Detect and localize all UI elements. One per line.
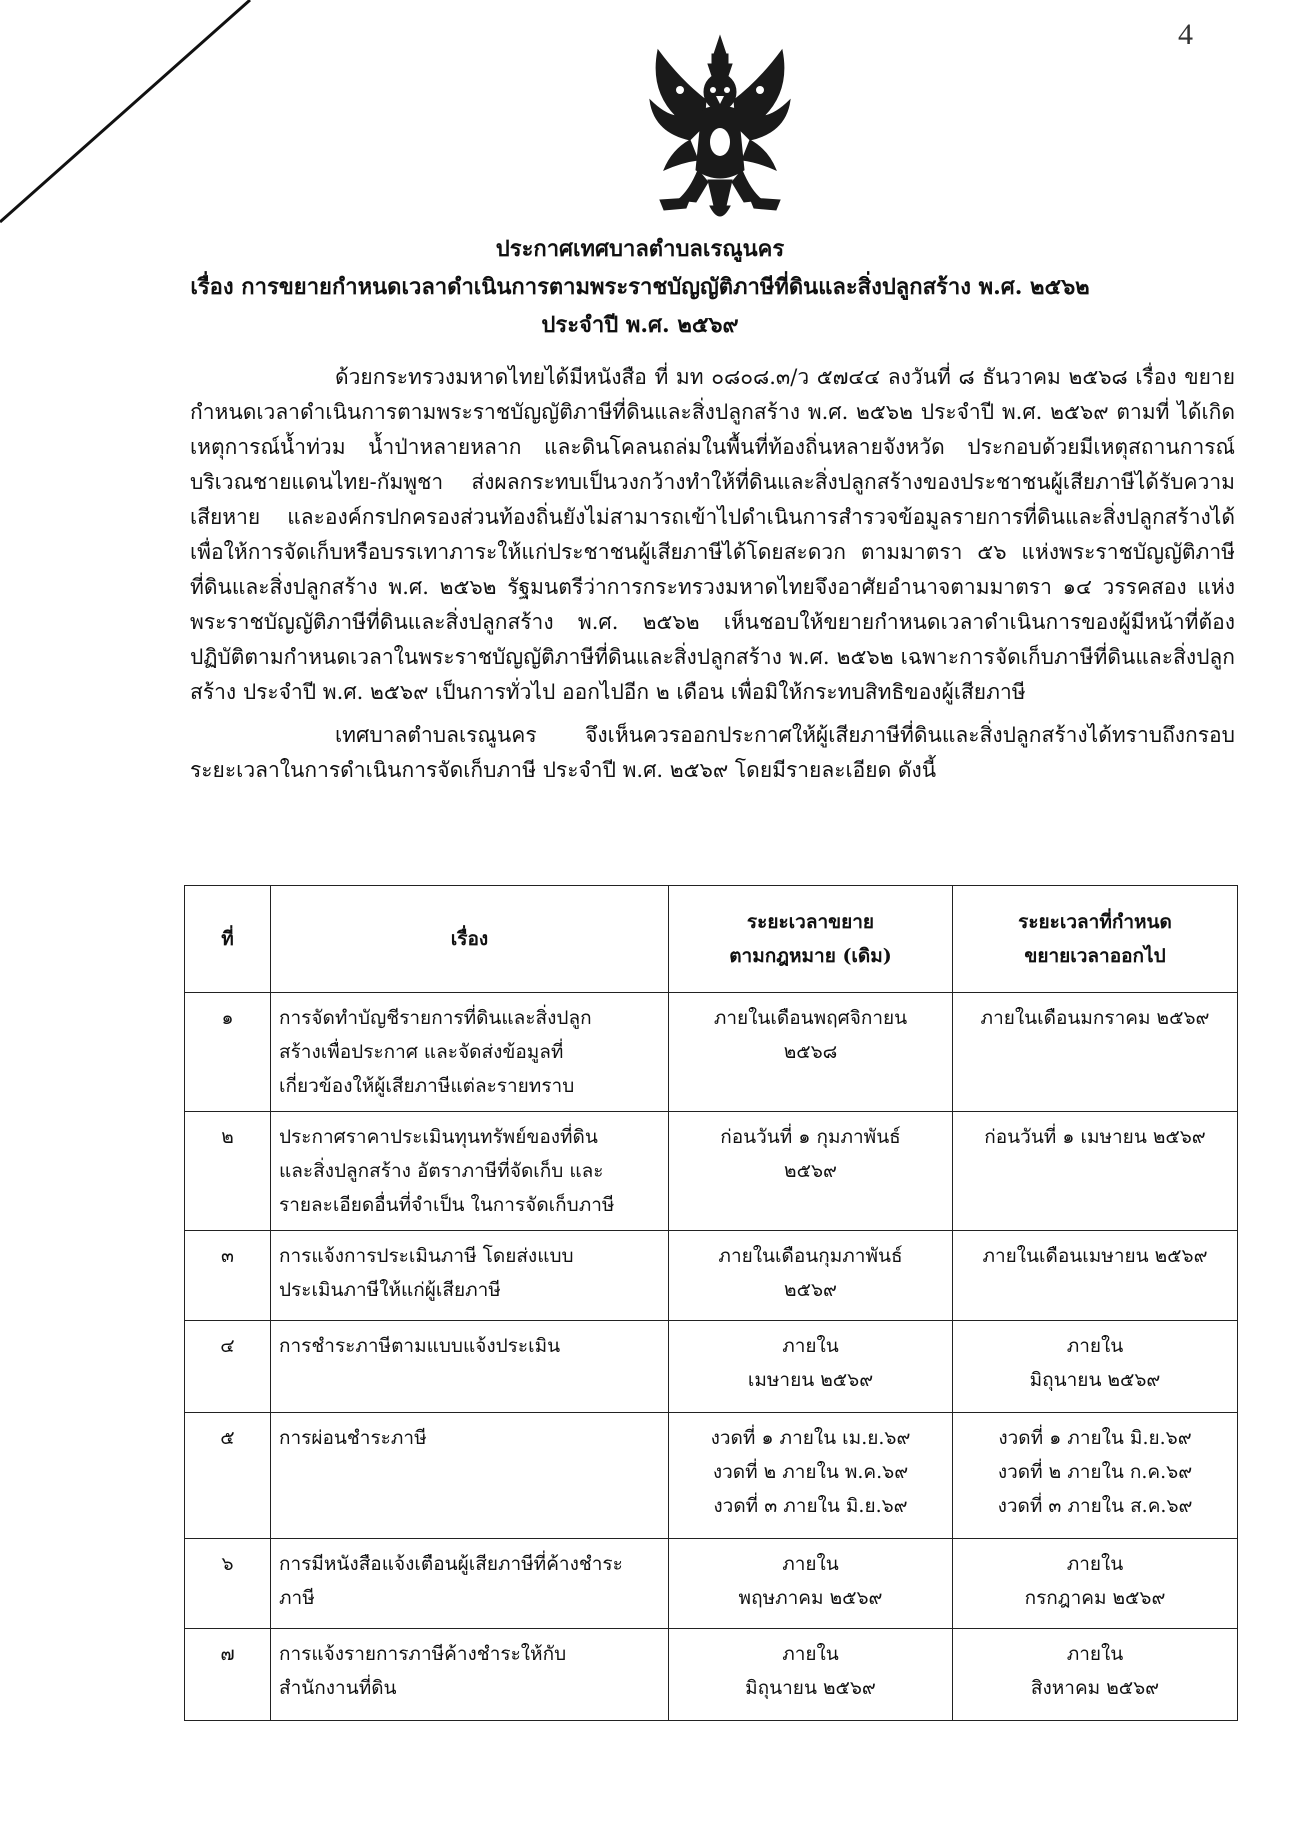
row-number: ๕ <box>185 1413 271 1539</box>
row-legal-period: ภายใน เมษายน ๒๕๖๙ <box>669 1321 953 1413</box>
row-extended-period: ภายใน กรกฎาคม ๒๕๖๙ <box>953 1539 1238 1629</box>
row-topic: การแจ้งการประเมินภาษี โดยส่งแบบ ประเมินภาษีให้แก่ผู้เสียภาษี <box>271 1231 669 1321</box>
row-number: ๖ <box>185 1539 271 1629</box>
row-number: ๓ <box>185 1231 271 1321</box>
row-legal-period: ภายใน พฤษภาคม ๒๕๖๙ <box>669 1539 953 1629</box>
announcement-year: ประจำปี พ.ศ. ๒๕๖๙ <box>541 312 739 338</box>
table-row <box>185 1112 1238 1231</box>
row-topic: ประกาศราคาประเมินทุนทรัพย์ของที่ดิน และสิ่งปลูกสร้าง อัตราภาษีที่จัดเก็บ และ รายละเอียดอื่นที่จำเป็น ในการจัดเก็บภาษี <box>271 1112 669 1231</box>
row-extended-period: ภายใน สิงหาคม ๒๕๖๙ <box>953 1629 1238 1721</box>
announcement-header <box>190 230 1090 344</box>
header-topic: เรื่อง <box>271 886 669 993</box>
row-extended-period: ภายในเดือนเมษายน ๒๕๖๙ <box>953 1231 1238 1321</box>
announcement-title: ประกาศเทศบาลตำบลเรณูนคร <box>495 236 785 262</box>
row-legal-period: ภายในเดือนกุมภาพันธ์ ๒๕๖๙ <box>669 1231 953 1321</box>
row-extended-period: ภายในเดือนมกราคม ๒๕๖๙ <box>953 993 1238 1112</box>
header-no: ที่ <box>185 886 271 993</box>
row-number: ๗ <box>185 1629 271 1721</box>
row-topic: การแจ้งรายการภาษีค้างชำระให้กับ สำนักงานที่ดิน <box>271 1629 669 1721</box>
header-extended-period: ระยะเวลาที่กำหนด ขยายเวลาออกไป <box>953 886 1238 993</box>
row-topic: การมีหนังสือแจ้งเตือนผู้เสียภาษีที่ค้างชำระ ภาษี <box>271 1539 669 1629</box>
table-row <box>185 1321 1238 1413</box>
row-legal-period: ก่อนวันที่ ๑ กุมภาพันธ์ ๒๕๖๙ <box>669 1112 953 1231</box>
body-paragraph-2: เทศบาลตำบลเรณูนคร จึงเห็นควรออกประกาศให้ผู้เสียภาษีที่ดินและสิ่งปลูกสร้างได้ทราบถึงกรอบระยะเวลาในการดำเนินการจัดเก็บภาษี ประจำปี พ.ศ. ๒๕๖๙ โดยมีรายละเอียด ดังนี้ <box>190 723 1235 782</box>
garuda-emblem-icon <box>620 30 820 230</box>
page-number: 4 <box>1178 18 1193 51</box>
row-topic: การจัดทำบัญชีรายการที่ดินและสิ่งปลูก สร้างเพื่อประกาศ และจัดส่งข้อมูลที่ เกี่ยวข้องให้ผู้เสียภาษีแต่ละรายทราบ <box>271 993 669 1112</box>
table-row <box>185 1231 1238 1321</box>
row-topic: การชำระภาษีตามแบบแจ้งประเมิน <box>271 1321 669 1413</box>
row-extended-period: งวดที่ ๑ ภายใน มิ.ย.๖๙ งวดที่ ๒ ภายใน ก.ค.๖๙ งวดที่ ๓ ภายใน ส.ค.๖๙ <box>953 1413 1238 1539</box>
table-row <box>185 1413 1238 1539</box>
row-number: ๒ <box>185 1112 271 1231</box>
table-row <box>185 1539 1238 1629</box>
schedule-table <box>184 885 1238 1721</box>
row-legal-period: งวดที่ ๑ ภายใน เม.ย.๖๙ งวดที่ ๒ ภายใน พ.ค.๖๙ งวดที่ ๓ ภายใน มิ.ย.๖๙ <box>669 1413 953 1539</box>
row-topic: การผ่อนชำระภาษี <box>271 1413 669 1539</box>
table-header-row <box>185 886 1238 993</box>
body-paragraph-1: ด้วยกระทรวงมหาดไทยได้มีหนังสือ ที่ มท ๐๘๐๘.๓/ว ๕๗๔๔ ลงวันที่ ๘ ธันวาคม ๒๕๖๘ เรื่อง ขยายกำหนดเวลาดำเนินการตามพระราชบัญญัติภาษีที่ดินและสิ่งปลูกสร้าง พ.ศ. ๒๕๖๒ ประจำปี พ.ศ. ๒๕๖๙ ตามที่ ได้เกิดเหตุการณ์น้ำท่วม น้ำป่าหลายหลาก และดินโคลนถล่มในพื้นที่ท้องถิ่นหลายจังหวัด ประกอบด้วยมีเหตุสถานการณ์บริเวณชายแดนไทย-กัมพูชา ส่งผลกระทบเป็นวงกว้างทำให้ที่ดินและสิ่งปลูกสร้างของประชาชนผู้เสียภาษีได้รับความเสียหาย และองค์กรปกครองส่วนท้องถิ่นยังไม่สามารถเข้าไปดำเนินการสำรวจข้อมูลรายการที่ดินและสิ่งปลูกสร้างได้ เพื่อให้การจัดเก็บหรือบรรเทาภาระให้แก่ประชาชนผู้เสียภาษีได้โดยสะดวก ตามมาตรา ๕๖ แห่งพระราชบัญญัติภาษีที่ดินและสิ่งปลูกสร้าง พ.ศ. ๒๕๖๒ รัฐมนตรีว่าการกระทรวงมหาดไทยจึงอาศัยอำนาจตามมาตรา ๑๔ วรรคสอง แห่งพระราชบัญญัติภาษีที่ดินและสิ่งปลูกสร้าง พ.ศ. ๒๕๖๒ เห็นชอบให้ขยายกำหนดเวลาดำเนินการของผู้มีหน้าที่ต้องปฏิบัติตามกำหนดเวลาในพระราชบัญญัติภาษีที่ดินและสิ่งปลูกสร้าง พ.ศ. ๒๕๖๒ เฉพาะการจัดเก็บภาษีที่ดินและสิ่งปลูกสร้าง ประจำปี พ.ศ. ๒๕๖๙ เป็นการทั่วไป ออกไปอีก ๒ เดือน เพื่อมิให้กระทบสิทธิของผู้เสียภาษี <box>190 365 1235 704</box>
row-legal-period: ภายในเดือนพฤศจิกายน ๒๕๖๘ <box>669 993 953 1112</box>
table-row <box>185 1629 1238 1721</box>
row-extended-period: ภายใน มิถุนายน ๒๕๖๙ <box>953 1321 1238 1413</box>
row-number: ๑ <box>185 993 271 1112</box>
scan-stroke-mark <box>0 0 260 260</box>
announcement-subject: เรื่อง การขยายกำหนดเวลาดำเนินการตามพระราชบัญญัติภาษีที่ดินและสิ่งปลูกสร้าง พ.ศ. ๒๕๖๒ <box>190 274 1090 300</box>
row-legal-period: ภายใน มิถุนายน ๒๕๖๙ <box>669 1629 953 1721</box>
row-extended-period: ก่อนวันที่ ๑ เมษายน ๒๕๖๙ <box>953 1112 1238 1231</box>
row-number: ๔ <box>185 1321 271 1413</box>
table-row <box>185 993 1238 1112</box>
announcement-body <box>190 360 1235 788</box>
header-legal-period: ระยะเวลาขยาย ตามกฎหมาย (เดิม) <box>669 886 953 993</box>
